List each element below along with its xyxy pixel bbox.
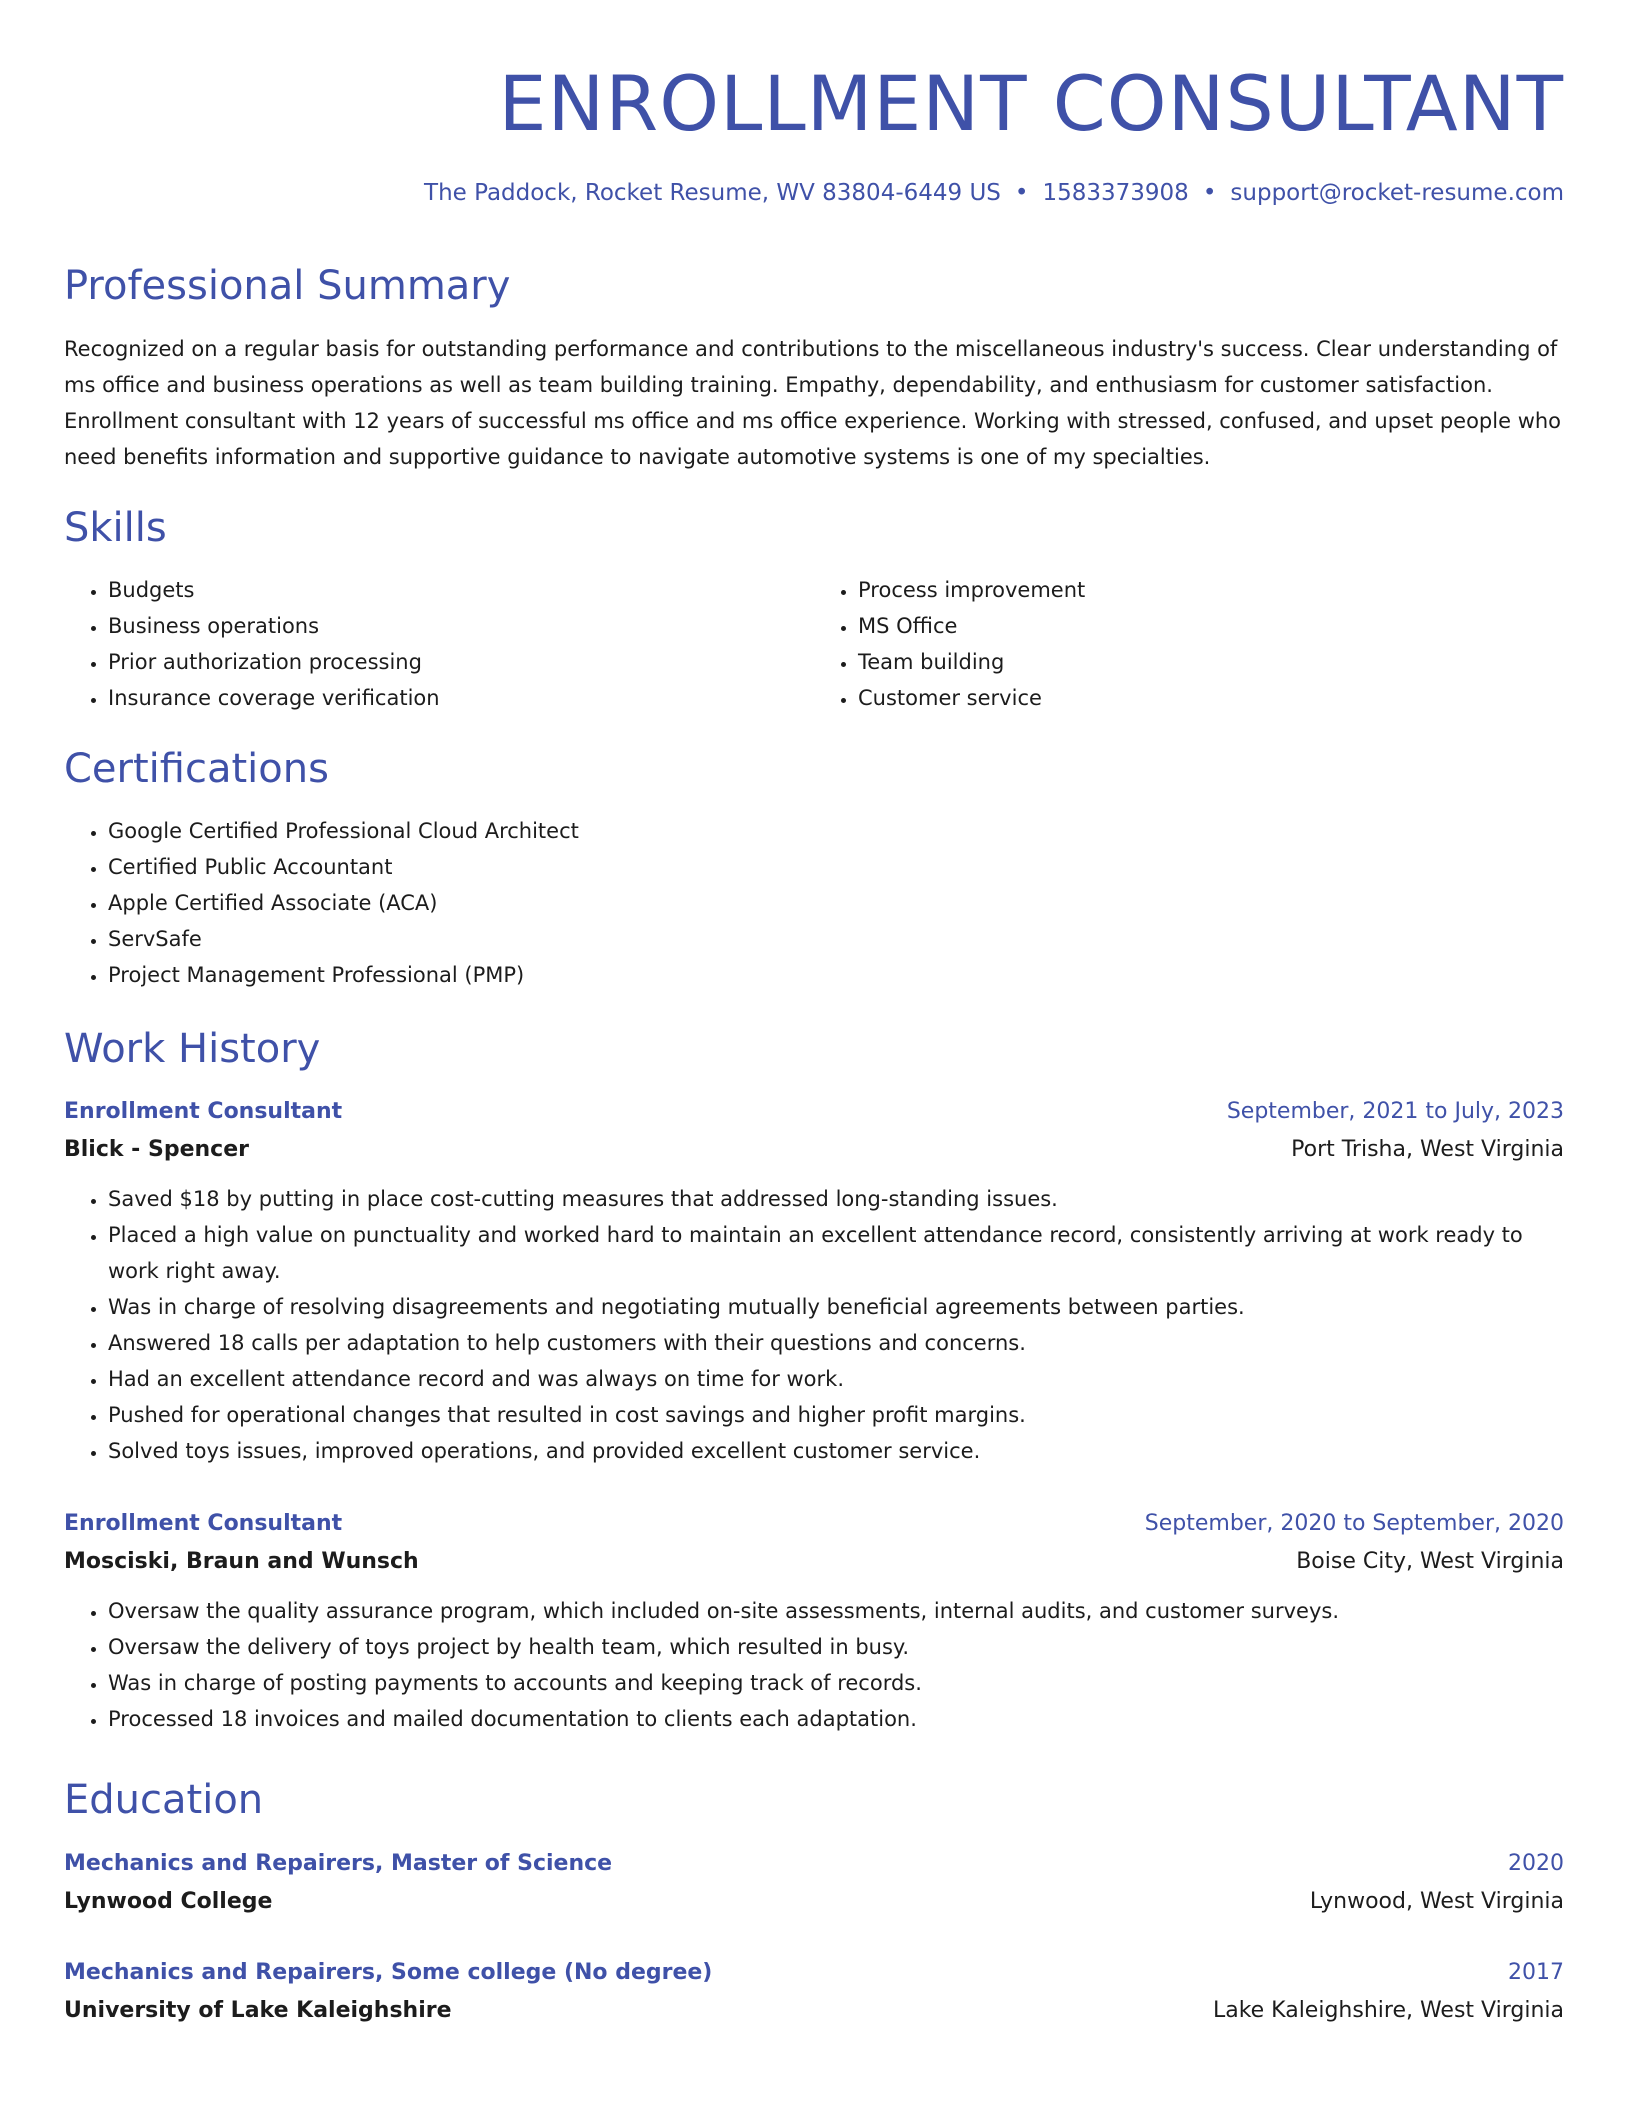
education-location: Lake Kaleighshire, West Virginia: [1212, 1998, 1564, 2023]
summary-line: ms office and business operations as well as team building training. Empathy, dependability, and enthusiasm for customer satisfaction.: [64, 373, 1493, 397]
education-degree: Mechanics and Repairers, Some college (No degree): [64, 1960, 713, 1985]
section-title-education: Education: [64, 1777, 264, 1823]
job-bullet-line: Placed a high value on punctuality and worked hard to maintain an excellent attendance record, consistently arriving at work ready to: [108, 1223, 1523, 1247]
job-company: Mosciski, Braun and Wunsch: [64, 1549, 419, 1574]
education-subheader: [64, 1883, 1564, 1921]
skill-item: • Prior authorization processing: [108, 644, 814, 680]
job-title: Enrollment Consultant: [64, 1511, 343, 1536]
job-bullet: [108, 1217, 1564, 1289]
job-title: Enrollment Consultant: [64, 1099, 343, 1124]
certifications-list: [64, 813, 1564, 993]
certification-item: • Project Management Professional (PMP): [108, 957, 1564, 993]
job-location: Boise City, West Virginia: [1296, 1549, 1564, 1574]
contact-line: [424, 180, 1564, 206]
job-header: [64, 1505, 1564, 1543]
job-bullet: • Had an excellent attendance record and was always on time for work.: [108, 1361, 1564, 1397]
skill-item: • MS Office: [858, 608, 1564, 644]
job-header: [64, 1093, 1564, 1131]
education-school: University of Lake Kaleighshire: [64, 1998, 452, 2023]
job-location: Port Trisha, West Virginia: [1291, 1137, 1564, 1162]
summary-line: need benefits information and supportive guidance to navigate automotive systems is one of my specialties.: [64, 445, 1211, 469]
job-bullet-line: work right away.: [108, 1259, 281, 1283]
skill-item: • Process improvement: [858, 572, 1564, 608]
job-dates: September, 2021 to July, 2023: [1226, 1099, 1564, 1124]
education-year: 2017: [1508, 1960, 1564, 1985]
job-subheader: [64, 1543, 1564, 1581]
skill-item: • Team building: [858, 644, 1564, 680]
job-bullet: • Was in charge of posting payments to accounts and keeping track of records.: [108, 1665, 1564, 1701]
education-subheader: [64, 1992, 1564, 2030]
job-entry: [64, 1505, 1564, 1737]
phone: 1583373908: [1042, 180, 1189, 206]
skills-column-left: [64, 572, 814, 716]
skills-list: [64, 572, 1564, 716]
summary-paragraph: [64, 331, 1564, 475]
job-bullet: • Saved $18 by putting in place cost-cutting measures that addressed long-standing issues.: [108, 1181, 1564, 1217]
education-school: Lynwood College: [64, 1889, 273, 1914]
job-bullet: • Processed 18 invoices and mailed documentation to clients each adaptation.: [108, 1701, 1564, 1737]
skill-item: • Insurance coverage verification: [108, 680, 814, 716]
job-bullets: [64, 1593, 1564, 1737]
section-title-work-history: Work History: [64, 1026, 321, 1072]
skills-column-right: [814, 572, 1564, 716]
certification-item: • Certified Public Accountant: [108, 849, 1564, 885]
skill-item: • Business operations: [108, 608, 814, 644]
skill-item: • Budgets: [108, 572, 814, 608]
job-bullet: • Was in charge of resolving disagreements and negotiating mutually beneficial agreements between parties.: [108, 1289, 1564, 1325]
job-bullet: • Oversaw the delivery of toys project by health team, which resulted in busy.: [108, 1629, 1564, 1665]
education-header: [64, 1954, 1564, 1992]
education-header: [64, 1845, 1564, 1883]
job-bullet: • Oversaw the quality assurance program, which included on-site assessments, internal audits, and customer surveys.: [108, 1593, 1564, 1629]
section-title-skills: Skills: [64, 505, 167, 551]
job-bullet: • Solved toys issues, improved operations, and provided excellent customer service.: [108, 1433, 1564, 1469]
separator-dot: •: [1202, 180, 1217, 206]
education-degree: Mechanics and Repairers, Master of Science: [64, 1851, 613, 1876]
summary-line: Recognized on a regular basis for outstanding performance and contributions to the miscellaneous industry's success. Clear understanding of: [64, 337, 1558, 361]
job-subheader: [64, 1131, 1564, 1169]
job-bullets: [64, 1181, 1564, 1469]
certification-item: • Google Certified Professional Cloud Architect: [108, 813, 1564, 849]
address: The Paddock, Rocket Resume, WV 83804-6449 US: [424, 180, 1001, 206]
certification-item: • Apple Certified Associate (ACA): [108, 885, 1564, 921]
section-title-summary: Professional Summary: [64, 263, 511, 309]
job-bullet: • Pushed for operational changes that resulted in cost savings and higher profit margins.: [108, 1397, 1564, 1433]
job-company: Blick - Spencer: [64, 1137, 249, 1162]
education-entry: [64, 1954, 1564, 2030]
job-entry: [64, 1093, 1564, 1469]
education-location: Lynwood, West Virginia: [1309, 1889, 1564, 1914]
education-entry: [64, 1845, 1564, 1921]
email-link[interactable]: support@rocket-resume.com: [1230, 180, 1564, 206]
job-dates: September, 2020 to September, 2020: [1144, 1511, 1564, 1536]
job-bullet: • Answered 18 calls per adaptation to help customers with their questions and concerns.: [108, 1325, 1564, 1361]
education-year: 2020: [1508, 1851, 1564, 1876]
section-title-certifications: Certifications: [64, 746, 329, 792]
certification-item: • ServSafe: [108, 921, 1564, 957]
resume-name: ENROLLMENT CONSULTANT: [498, 59, 1564, 148]
separator-dot: •: [1014, 180, 1029, 206]
skill-item: • Customer service: [858, 680, 1564, 716]
summary-line: Enrollment consultant with 12 years of successful ms office and ms office experience. Working with stressed, confused, and upset people who: [64, 409, 1562, 433]
